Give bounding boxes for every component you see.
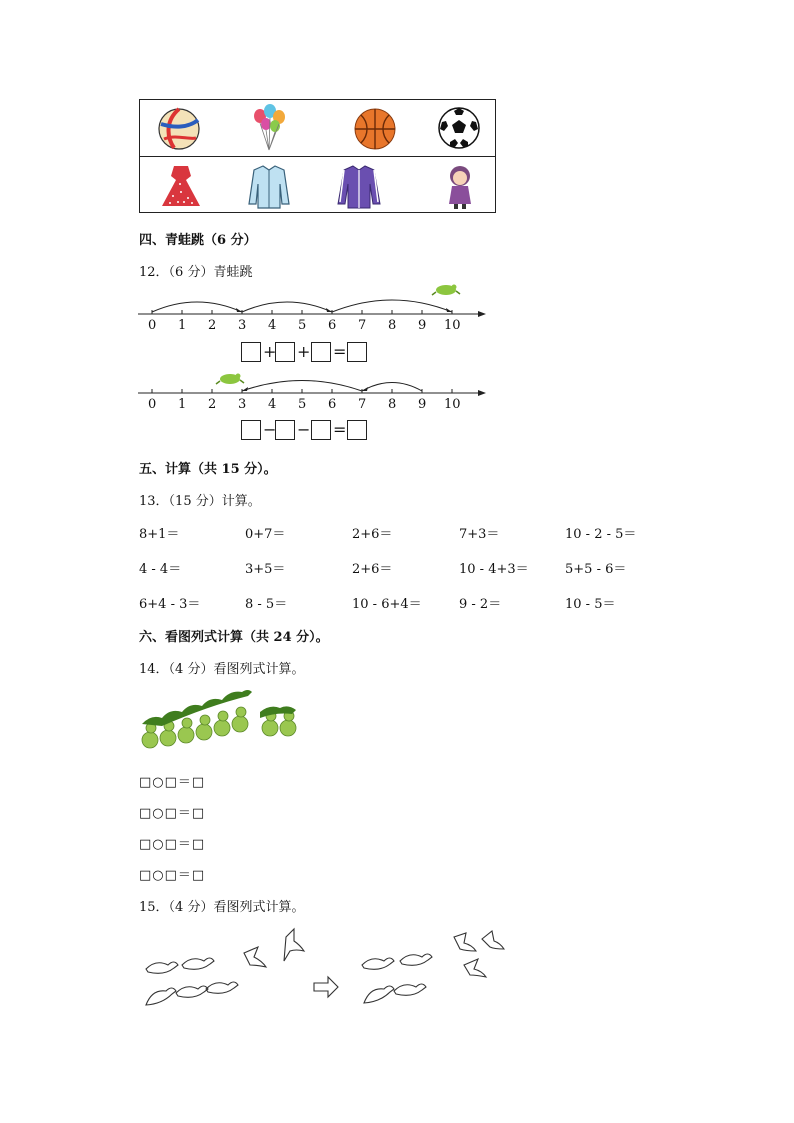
answer-box[interactable] [241, 420, 261, 440]
gourds-picture [138, 690, 300, 754]
answer-box[interactable] [347, 420, 367, 440]
dress-icon [158, 162, 204, 210]
soccer-ball-icon [436, 105, 482, 151]
table-divider [140, 156, 495, 157]
calc-item: 9 - 2＝ [459, 597, 502, 612]
calc-item: 2+6＝ [352, 562, 393, 577]
number-line-2-labels: 0 1 2 3 4 5 6 7 8 9 10 [148, 397, 461, 412]
calc-item: 0+7＝ [245, 527, 286, 542]
frog-icon [432, 285, 460, 296]
answer-box[interactable] [311, 342, 331, 362]
answer-box[interactable] [311, 420, 331, 440]
question-13: 13．（15 分）计算。 [139, 494, 261, 509]
answer-box[interactable] [275, 420, 295, 440]
doll-icon [440, 162, 480, 212]
pigeons-picture [138, 925, 512, 1017]
section4-heading: 四、青蛙跳（6 分） [139, 233, 257, 248]
calc-item: 10 - 6+4＝ [352, 597, 422, 612]
formula-line[interactable]: □○□＝□ [139, 868, 206, 883]
addition-equation-boxes: + + = [241, 342, 371, 364]
calc-item: 8+1＝ [139, 527, 180, 542]
balloons-icon [248, 102, 290, 154]
frog-icon [216, 374, 244, 385]
calc-item: 4 - 4＝ [139, 562, 182, 577]
section5-heading: 五、计算（共 15 分）。 [139, 462, 277, 477]
picture-table [139, 99, 496, 213]
number-line-1-labels: 0 1 2 3 4 5 6 7 8 9 10 [148, 318, 461, 333]
volleyball-icon [156, 106, 202, 152]
calc-item: 8 - 5＝ [245, 597, 288, 612]
answer-box[interactable] [275, 342, 295, 362]
calc-item: 10 - 2 - 5＝ [565, 527, 637, 542]
question-15: 15．（4 分）看图列式计算。 [139, 900, 305, 915]
answer-box[interactable] [241, 342, 261, 362]
calc-item: 2+6＝ [352, 527, 393, 542]
basketball-icon [352, 106, 398, 152]
jacket-icon [246, 162, 292, 210]
sport-jacket-icon [336, 162, 382, 210]
number-line-1 [136, 280, 496, 320]
calc-item: 7+3＝ [459, 527, 500, 542]
calc-item: 3+5＝ [245, 562, 286, 577]
formula-line[interactable]: □○□＝□ [139, 775, 206, 790]
calc-item: 5+5 - 6＝ [565, 562, 627, 577]
section6-heading: 六、看图列式计算（共 24 分）。 [139, 630, 329, 645]
formula-line[interactable]: □○□＝□ [139, 837, 206, 852]
answer-box[interactable] [347, 342, 367, 362]
calc-item: 10 - 4+3＝ [459, 562, 529, 577]
calc-item: 10 - 5＝ [565, 597, 616, 612]
calc-item: 6+4 - 3＝ [139, 597, 201, 612]
formula-line[interactable]: □○□＝□ [139, 806, 206, 821]
question-12: 12．（6 分）青蛙跳 [139, 265, 253, 280]
question-14: 14．（4 分）看图列式计算。 [139, 662, 305, 677]
subtraction-equation-boxes: − − = [241, 420, 371, 442]
